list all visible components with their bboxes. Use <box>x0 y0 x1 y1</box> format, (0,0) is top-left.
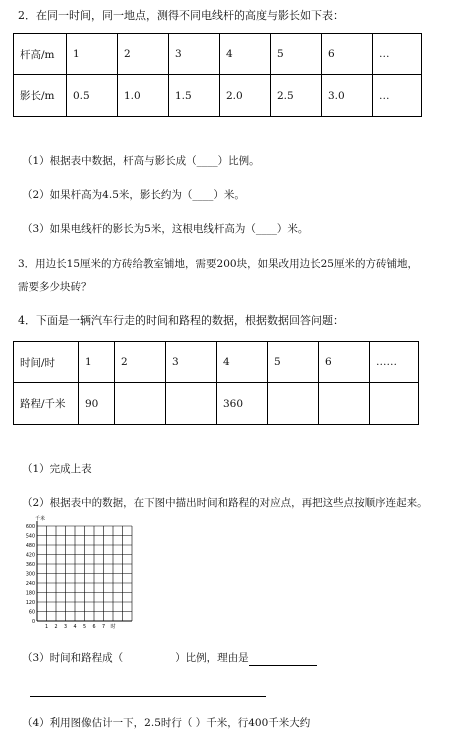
y-tick-label: 180 <box>25 591 35 597</box>
q4-table <box>13 341 419 425</box>
x-tick-label: 6 <box>92 625 96 630</box>
table-row <box>14 75 422 117</box>
y-tick-label: 420 <box>25 553 35 559</box>
table-cell: 影长/m <box>14 75 67 117</box>
table-cell: 360 <box>217 383 268 425</box>
table-cell: …… <box>370 342 419 383</box>
table-cell: 2.5 <box>271 75 322 117</box>
q4-sub3 <box>22 651 317 666</box>
table-cell: 时间/时 <box>14 342 79 383</box>
table-cell: … <box>373 75 422 117</box>
x-tick-label: 1 <box>44 625 49 630</box>
q4-heading: 4．下面是一辆汽车行走的时间和路程的数据，根据数据回答问题： <box>18 314 344 327</box>
table-cell <box>115 383 166 425</box>
table-cell: 0.5 <box>67 75 118 117</box>
y-tick-label: 480 <box>25 543 35 549</box>
q2-sub2: （2）如果杆高为4.5米，影长约为（____）米。 <box>22 189 245 201</box>
x-tick-label: 3 <box>63 625 68 630</box>
answer-blank[interactable] <box>249 651 317 666</box>
y-tick-label: 540 <box>25 534 35 540</box>
table-cell: 路程/千米 <box>14 383 79 425</box>
table-cell: 2 <box>115 342 166 383</box>
q4-sub4: （4）利用图像估计一下，2.5时行（ ）千米，行400千米大约 <box>22 717 311 729</box>
table-cell: 3.0 <box>322 75 373 117</box>
x-axis-unit: 时 <box>110 624 116 630</box>
table-cell: 5 <box>268 342 319 383</box>
x-tick-label: 5 <box>82 625 87 630</box>
y-tick-label: 240 <box>25 581 35 587</box>
table-cell: 1.0 <box>118 75 169 117</box>
q2-sub1: （1）根据表中数据，杆高与影长成（____）比例。 <box>22 155 260 167</box>
table-cell: 4 <box>220 34 271 75</box>
table-row <box>14 34 422 75</box>
table-cell: 1.5 <box>169 75 220 117</box>
y-tick-label: 120 <box>25 600 35 606</box>
table-cell: 6 <box>322 34 373 75</box>
table-cell: 1 <box>79 342 115 383</box>
table-cell: … <box>373 34 422 75</box>
table-cell: 5 <box>271 34 322 75</box>
q3-line1: 3．用边长15厘米的方砖给教室铺地，需要200块，如果改用边长25厘米的方砖铺地， <box>18 258 418 270</box>
y-tick-label: 300 <box>25 572 35 578</box>
table-cell: 3 <box>166 342 217 383</box>
y-tick-label: 600 <box>25 524 35 530</box>
table-cell: 2.0 <box>220 75 271 117</box>
y-tick-label: 360 <box>25 562 35 568</box>
table-cell: 6 <box>319 342 370 383</box>
table-cell <box>319 383 370 425</box>
y-axis-unit: 千米 <box>35 516 46 522</box>
q4-sub3-suffix: ）比例，理由是 <box>175 652 249 664</box>
table-cell <box>166 383 217 425</box>
table-cell <box>370 383 419 425</box>
q3-line2: 需要多少块砖？ <box>18 281 92 293</box>
y-tick-label: 60 <box>28 610 35 616</box>
q4-sub3-prefix: （3）时间和路程成（ <box>22 652 124 664</box>
table-cell: 3 <box>169 34 220 75</box>
x-tick-label: 2 <box>54 625 58 630</box>
table-cell: 2 <box>118 34 169 75</box>
answer-line[interactable] <box>30 696 266 697</box>
q2-table <box>13 33 422 117</box>
q4-sub1: （1）完成上表 <box>22 463 92 475</box>
table-row <box>14 342 419 383</box>
q2-sub3: （3）如果电线杆的影长为5米，这根电线杆高为（____）米。 <box>22 223 309 235</box>
q4-sub2: （2）根据表中的数据，在下图中描出时间和路程的对应点，再把这些点按顺序连起来。 <box>22 497 428 509</box>
x-tick-label: 4 <box>73 625 77 630</box>
table-cell: 90 <box>79 383 115 425</box>
time-distance-grid <box>15 516 135 638</box>
table-cell: 1 <box>67 34 118 75</box>
q2-heading: 2．在同一时间，同一地点，测得不同电线杆的高度与影长如下表： <box>18 9 344 22</box>
table-cell <box>268 383 319 425</box>
table-cell: 杆高/m <box>14 34 67 75</box>
table-row <box>14 383 419 425</box>
x-tick-label: 7 <box>101 625 106 630</box>
y-tick-label: 0 <box>31 619 35 625</box>
table-cell: 4 <box>217 342 268 383</box>
